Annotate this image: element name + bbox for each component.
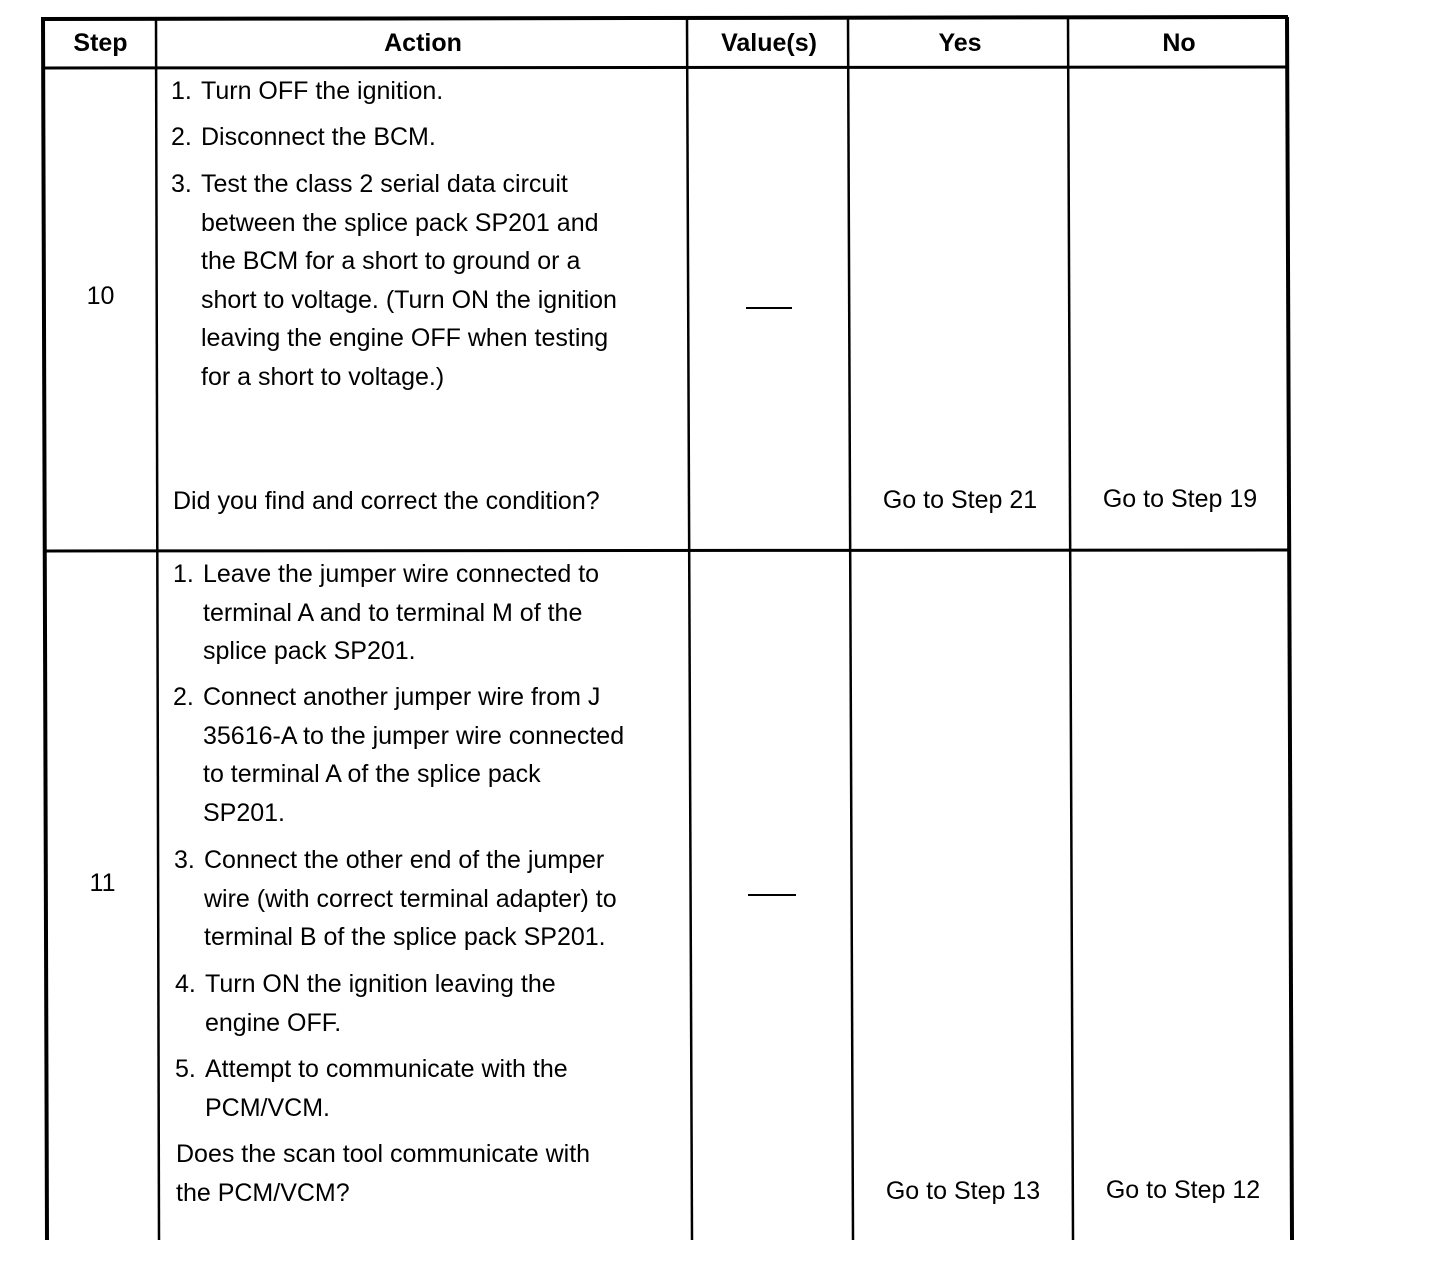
- col-action-value-divider: [687, 18, 692, 1240]
- action-item-number: 2.: [173, 683, 194, 711]
- header-values: Value(s): [721, 29, 817, 57]
- action-item-number: 5.: [175, 1055, 196, 1083]
- action-item-number: 1.: [173, 560, 194, 588]
- step-number: 11: [89, 869, 116, 897]
- action-line: wire (with correct terminal adapter) to: [204, 884, 617, 913]
- question-line: Does the scan tool communicate with: [176, 1140, 591, 1168]
- col-step-action-divider: [156, 18, 159, 1240]
- col-value-yes-divider: [848, 18, 853, 1240]
- col-left-border: [43, 17, 47, 1240]
- action-line: Connect another jumper wire from J: [203, 683, 601, 711]
- action-line: Attempt to communicate with the: [205, 1055, 568, 1083]
- action-line: Turn ON the ignition leaving the: [205, 970, 556, 998]
- yes-result: Go to Step 21: [882, 486, 1038, 514]
- action-question: [176, 1135, 590, 1212]
- action-item-number: 3.: [171, 170, 192, 198]
- action-item-number: 4.: [175, 970, 196, 998]
- action-line: splice pack SP201.: [203, 637, 416, 666]
- action-item-number: 3.: [174, 846, 195, 874]
- yes-result: Go to Step 13: [885, 1177, 1041, 1205]
- header-step: Step: [73, 29, 128, 57]
- action-item-text: [203, 678, 624, 832]
- action-line: leaving the engine OFF when testing: [201, 324, 609, 353]
- action-item-text: [201, 165, 617, 397]
- action-line: Test the class 2 serial data circuit: [201, 170, 568, 198]
- header-no: No: [1162, 29, 1196, 57]
- action-line: engine OFF.: [205, 1008, 342, 1037]
- col-yes-no-divider: [1068, 18, 1073, 1240]
- action-line: terminal B of the splice pack SP201.: [204, 923, 606, 952]
- row-divider: [44, 550, 1290, 551]
- action-item-text: [201, 118, 436, 157]
- action-line: for a short to voltage.): [201, 362, 445, 391]
- action-question: [173, 482, 600, 521]
- action-item-text: [201, 72, 443, 111]
- action-item-text: [203, 555, 599, 671]
- col-right-border: [1287, 17, 1292, 1240]
- action-line: Leave the jumper wire connected to: [203, 560, 600, 588]
- header-action: Action: [384, 29, 462, 57]
- action-line: SP201.: [203, 798, 286, 827]
- action-item-text: [205, 965, 556, 1042]
- action-line: between the splice pack SP201 and: [201, 208, 599, 237]
- action-item-number: 2.: [171, 123, 192, 151]
- question-line: Did you find and correct the condition?: [173, 487, 600, 515]
- action-item-text: [204, 841, 617, 957]
- action-line: Connect the other end of the jumper: [204, 846, 605, 874]
- action-line: terminal A and to terminal M of the: [203, 598, 583, 627]
- action-line: 35616-A to the jumper wire connected: [203, 721, 625, 750]
- step-number: 10: [86, 282, 115, 310]
- value-empty-dash: [748, 894, 796, 896]
- action-line: the BCM for a short to ground or a: [201, 247, 581, 276]
- action-line: short to voltage. (Turn ON the ignition: [201, 285, 617, 314]
- header-yes: Yes: [938, 29, 982, 57]
- action-line: Disconnect the BCM.: [201, 123, 436, 151]
- action-line: PCM/VCM.: [205, 1093, 330, 1122]
- action-item-number: 1.: [171, 77, 192, 105]
- action-line: to terminal A of the splice pack: [203, 760, 541, 789]
- no-result: Go to Step 12: [1105, 1176, 1261, 1204]
- no-result: Go to Step 19: [1102, 485, 1258, 513]
- question-line: the PCM/VCM?: [176, 1178, 350, 1207]
- action-line: Turn OFF the ignition.: [201, 77, 444, 105]
- action-item-text: [205, 1050, 568, 1127]
- value-empty-dash: [746, 307, 792, 309]
